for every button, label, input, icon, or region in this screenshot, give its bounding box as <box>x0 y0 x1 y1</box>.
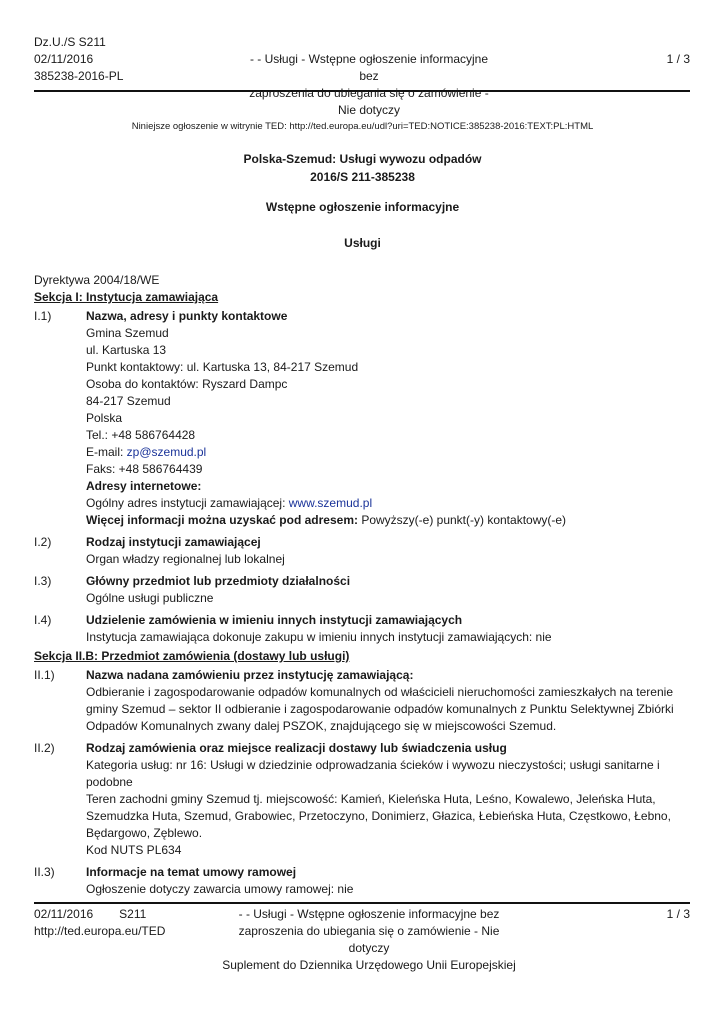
header-title <box>239 51 499 119</box>
footer-date: 02/11/2016 <box>34 907 94 921</box>
item-i2 <box>34 534 690 568</box>
fax: Faks: +48 586764439 <box>86 462 203 476</box>
contract-kind: Usługi <box>344 236 381 250</box>
item-content <box>86 573 690 607</box>
contact-point: Punkt kontaktowy: ul. Kartuska 13, 84-217 Szemud <box>86 360 359 374</box>
item-title: Nazwa, adresy i punkty kontaktowe <box>86 309 288 323</box>
service-area: Teren zachodni gminy Szemud tj. miejscowość: Kamień, Kieleńska Huta, Leśno, Kowalewo, Jeleńska Huta, Szemudzka Huta, Szemud, Grabowiec, Przetoczyno, Donimierz, Głazica, Łebieńska Huta, Częstkowo, Łebno, Będargowo, Zęblewo. <box>86 792 671 840</box>
notice-type: Wstępne ogłoszenie informacyjne <box>265 200 460 214</box>
item-title: Rodzaj instytucji zamawiającej <box>86 535 261 549</box>
footer-title-line1: - - Usługi - Wstępne ogłoszenie informacyjne bez <box>238 907 500 921</box>
email-row <box>86 444 690 461</box>
item-content <box>86 740 690 859</box>
item-value: Ogólne usługi publiczne <box>86 591 214 605</box>
more-info-value: Powyższy(-e) punkt(-y) kontaktowy(-e) <box>357 513 567 527</box>
title-line2: 2016/S 211-385238 <box>310 170 415 184</box>
more-info-row <box>86 512 690 529</box>
title-line1: Polska-Szemud: Usługi wywozu odpadów <box>243 152 482 166</box>
nuts-code: Kod NUTS PL634 <box>86 843 182 857</box>
ted-notice-link[interactable]: Niniejsze ogłoszenie w witrynie TED: http://ted.europa.eu/udl?uri=TED:NOTICE:385238-2016:TEXT:PL:HTML <box>131 121 594 132</box>
item-value: Ogłoszenie dotyczy zawarcia umowy ramowej: nie <box>86 882 354 896</box>
item-title: Nazwa nadana zamówieniu przez instytucję zamawiającą: <box>86 668 414 682</box>
footer-title <box>219 906 519 974</box>
item-number: II.1) <box>34 668 55 682</box>
item-content <box>86 864 690 898</box>
item-content <box>86 308 690 529</box>
footer-title-line2: zaproszenia do ubiegania się o zamówienie - Nie dotyczy <box>238 924 500 955</box>
footer-issue: S211 <box>119 907 147 921</box>
footer-meta <box>34 906 165 940</box>
item-i4 <box>34 612 690 646</box>
country: Polska <box>86 411 123 425</box>
item-ii2 <box>34 740 690 859</box>
item-content <box>86 534 690 568</box>
header-title-line2: zaproszenia do ubiegania się o zamówienie - Nie dotyczy <box>249 86 489 117</box>
header-meta <box>34 34 123 85</box>
footer-url[interactable]: http://ted.europa.eu/TED <box>34 924 166 938</box>
item-title: Informacje na temat umowy ramowej <box>86 865 297 879</box>
directive: Dyrektywa 2004/18/WE <box>34 273 160 287</box>
more-info-label: Więcej informacji można uzyskać pod adresem: <box>86 513 358 527</box>
page-footer <box>34 902 690 972</box>
general-address-label: Ogólny adres instytucji zamawiającej: <box>86 496 289 510</box>
header-date: 02/11/2016 <box>34 52 94 66</box>
item-i1 <box>34 308 690 529</box>
item-number: I.2) <box>34 535 52 549</box>
header-title-line1: - - Usługi - Wstępne ogłoszenie informacyjne bez <box>249 52 489 83</box>
footer-title-line3: Suplement do Dziennika Urzędowego Unii Europejskiej <box>222 958 516 972</box>
footer-date-issue <box>34 906 165 923</box>
item-content <box>86 612 690 646</box>
header-page: 1 / 3 <box>666 52 690 66</box>
document-title <box>0 150 725 186</box>
item-title: Główny przedmiot lub przedmioty działalności <box>86 574 351 588</box>
document-body <box>34 272 690 898</box>
telephone: Tel.: +48 586764428 <box>86 428 196 442</box>
item-number: I.3) <box>34 574 52 588</box>
item-number: II.2) <box>34 741 55 755</box>
section-1-heading: Sekcja I: Instytucja zamawiająca <box>34 290 219 304</box>
item-number: II.3) <box>34 865 55 879</box>
item-value: Instytucja zamawiająca dokonuje zakupu w imieniu innych instytucji zamawiających: nie <box>86 630 552 644</box>
item-ii1 <box>34 667 690 735</box>
item-value: Odbieranie i zagospodarowanie odpadów komunalnych od właścicieli nieruchomości zamieszkałych na terenie gminy Szemud – sektor II odbieranie i zagospodarowanie odpadów komunalnych z Punktu Selektywnej Zbiórki Odpadów Komunalnych zwany dalej PSZOK, znajdującego się w miejscowości Szemud. <box>86 685 674 733</box>
general-address-row <box>86 495 690 512</box>
postcode-city: 84-217 Szemud <box>86 394 171 408</box>
website-link[interactable]: www.szemud.pl <box>288 496 373 510</box>
page-header <box>34 34 690 117</box>
internet-heading: Adresy internetowe: <box>86 479 202 493</box>
item-title: Rodzaj zamówienia oraz miejsce realizacji dostawy lub świadczenia usług <box>86 741 507 755</box>
item-ii3 <box>34 864 690 898</box>
org-name: Gmina Szemud <box>86 326 169 340</box>
item-value: Organ władzy regionalnej lub lokalnej <box>86 552 285 566</box>
header-ref: Dz.U./S S211 <box>34 35 106 49</box>
email-label: E-mail: <box>86 445 127 459</box>
item-content <box>86 667 690 735</box>
org-street: ul. Kartuska 13 <box>86 343 167 357</box>
item-number: I.1) <box>34 309 52 323</box>
section-2-heading: Sekcja II.B: Przedmiot zamówienia (dostawy lub usługi) <box>34 649 350 663</box>
footer-page: 1 / 3 <box>666 907 690 921</box>
item-number: I.4) <box>34 613 52 627</box>
header-number: 385238-2016-PL <box>34 69 124 83</box>
item-title: Udzielenie zamówienia w imieniu innych instytucji zamawiających <box>86 613 463 627</box>
email-link[interactable]: zp@szemud.pl <box>126 445 207 459</box>
contact-person: Osoba do kontaktów: Ryszard Dampc <box>86 377 288 391</box>
item-i3 <box>34 573 690 607</box>
service-category: Kategoria usług: nr 16: Usługi w dziedzinie odprowadzania ścieków i wywozu nieczystości; usługi sanitarne i podobne <box>86 758 660 789</box>
